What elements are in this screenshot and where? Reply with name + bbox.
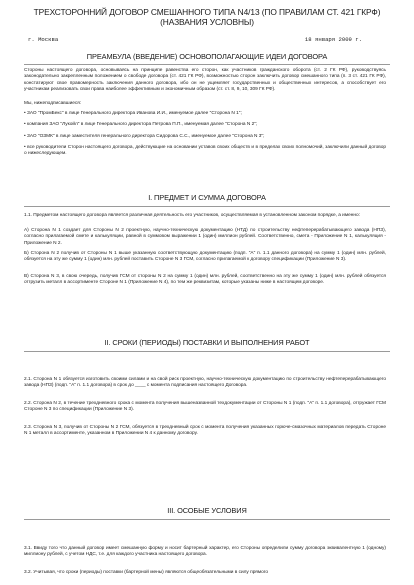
clause-2-3: 2.3. Сторона N 3, получив от Стороны N 2 ГСМ, обязуется в трехдневный срок с момента получения указанных горюче-смазочных материалов передать Стороне N 1 металл в ассортименте, указанном в Приложении N 4 к данному договору. [24, 425, 386, 437]
document-title: ТРЕХСТОРОННИЙ ДОГОВОР СМЕШАННОГО ТИПА N4/13 (ПО ПРАВИЛАМ СТ. 421 ГКРФ) (НАЗВАНИЯ УСЛОВНЫ) [33, 7, 381, 27]
clause-3-2: 3.2. Учитывая, что сроки (периоды) поставки (бартерной мены) являются общеобязательными в силу прямого [24, 570, 269, 575]
party-1-item: • ЗАО "ПромБекс" в лице Генерального директора Иванова И.И., именуемое далее "Сторона N 1"; [24, 111, 242, 116]
preamble-heading: ПРЕАМБУЛА (ВВЕДЕНИЕ) ОСНОВОПОЛАГАЮЩИЕ ИДЕИ ДОГОВОРА [86, 52, 328, 61]
clause-1-1: 1.1. Предметом настоящего договора является различная деятельность его участников, осуществляемая в установленном законом порядке, а именно: [24, 213, 360, 218]
clause-1-1-a: А) Сторона N 1 создает для Стороны N 2 проектную, научно-техническую документацию (НТД) по строительству нефтеперерабатывающего завода (НПЗ), согласно прилагаемой смете и калькуляции, равной в суммовом выражении 1 (один) миллион рублей. Соответственно, смета - Приложение N 1, калькуляция - Приложение N 2. [24, 228, 386, 246]
signatories-intro: Мы, нижеподписавшиеся: [24, 101, 82, 106]
divider [24, 64, 390, 65]
clause-2-1: 2.1. Сторона N 1 обязуется изготовить своими силами и на свой риск проектную, научно-техническую документацию по строительству нефтеперерабатывающего завода (НПЗ) (подп. "А" п. 1.1 договора) в срок до ____ с момента подписания настоящего Договора. [24, 377, 386, 389]
section-1-heading: I. ПРЕДМЕТ И СУММА ДОГОВОРА [148, 193, 266, 202]
document-date: 18 января 2009 г. [304, 36, 362, 43]
party-2-item: • компания ЗАО "Лукойл" в лице Генерального директора Петрова П.П., именуемая далее "Сторона N 2"; [24, 122, 258, 127]
clause-1-1-c: В) Сторона N 3, в свою очередь, получив ГСМ от стороны N 2 на сумму 1 (один) млн. рублей, соответственно на эту же сумму 1 (один) млн. рублей обязуется отгрузить металл в ассортименте Стороне N 1 (Приложение N 4), по тем же реквизитам, которые указаны ниже в настоящем договоре. [24, 274, 386, 286]
clause-2-2: 2.2. Сторона N 2, в течение трехдневного срока с момента получения вышеназванной техдокументации от Стороны N 1 (подп. "А" п. 1.1 договора), отгружает ГСМ Стороне N 3 по спецификации (Приложение N 3). [24, 401, 386, 413]
clause-3-1: 3.1. Ввиду того что данный договор имеет смешанную форму и носит бартерный характер, его Стороны определили сумму договора эквивалентную 1 (одному) миллиону рублей, с учетом НДС, т.е. для каждого участника настоящего договора. [24, 546, 386, 558]
clause-1-1-b: Б) Сторона N 2 получив от Стороны N 1 выше указанную соответствующую документацию (подп. "А" п. 1.1 данного договора) на сумму 1 (один) млн. рублей, обязуется на эту же сумму 1 (один) млн. рублей поставить Стороне N 3 ГСМ, согласно прилагаемой к договору спецификации (Приложение N 3). [24, 251, 386, 263]
divider [24, 351, 390, 352]
party-3-item: • ЗАО "ОЗМК" в лице заместителя генерального директора Сидорова С.С., именуемое далее "Сторона N 3"; [24, 134, 265, 139]
document-city: г. Москва [28, 36, 59, 43]
preamble-paragraph: Стороны настоящего договора, основываясь на принципе равенства его сторон, как участников гражданского оборота (ст. 2 ГК РФ), руководствуясь законодательно закрепленным положением о свободе договора (ст. 421 ГК РФ), возможностью сторон заключить договор смешанного типа (п. 3 ст. 421 ГК РФ), констатируют свое правомерность заключения данного договора, ибо он не ущемляет государственных и общественных интересов, а способствует его участникам реализовать свои права наиболее эффективным и экономичным образом (ст. ст. 8, 9, 10, 309 ГК РФ). [24, 68, 386, 93]
parties-authority-item: • все руководители Сторон настоящего договора, действующие на основании уставов своих обществ и в пределах своих полномочий, заключили данный договор о нижеследующем. [24, 145, 386, 157]
divider [24, 519, 390, 520]
divider [24, 206, 390, 207]
section-2-heading: II. СРОКИ (ПЕРИОДЫ) ПОСТАВКИ И ВЫПОЛНЕНИЯ РАБОТ [104, 338, 310, 347]
section-3-heading: III. ОСОБЫЕ УСЛОВИЯ [167, 506, 247, 515]
